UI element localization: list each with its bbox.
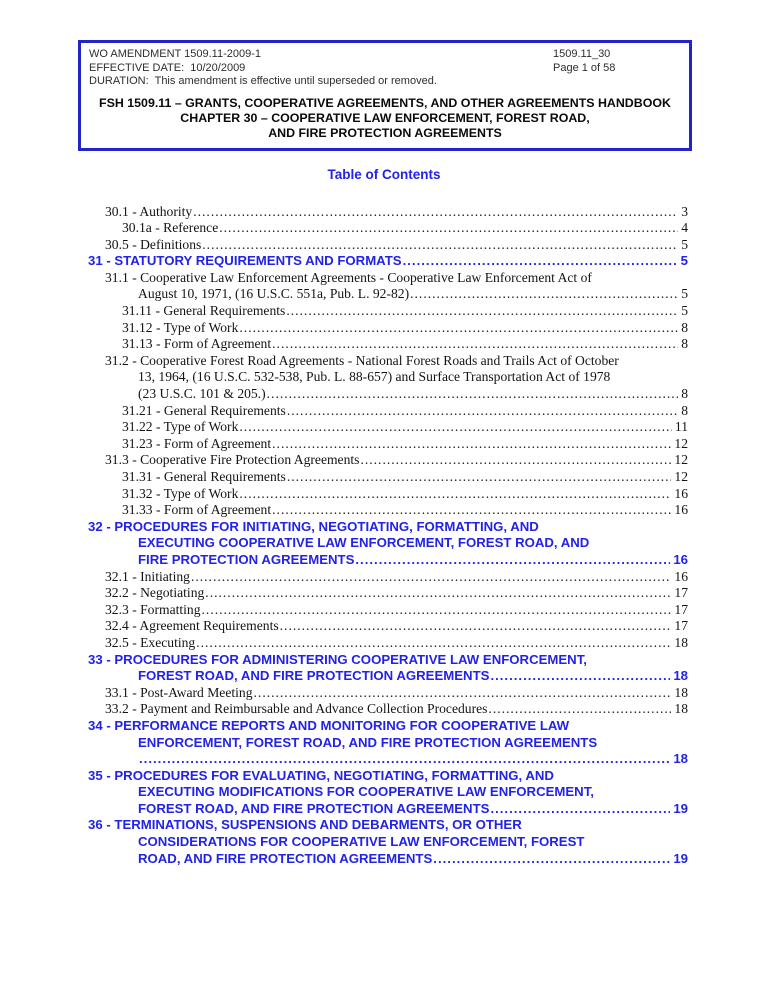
- page-info: [553, 48, 681, 89]
- toc-entry: [88, 652, 688, 685]
- dot-leader: [488, 701, 671, 718]
- dot-leader: [490, 668, 670, 685]
- toc-page-number: 3: [681, 203, 688, 219]
- toc-page-number: 12: [674, 469, 688, 484]
- amendment-info: [89, 48, 437, 89]
- toc-entry-text: 31 - STATUTORY REQUIREMENTS AND FORMATS: [88, 253, 402, 269]
- toc-entry-line: [88, 851, 688, 868]
- toc-entry-line: [88, 735, 688, 752]
- toc-entry-line: [88, 602, 688, 619]
- dot-leader: [196, 635, 671, 652]
- dot-leader: [239, 419, 672, 436]
- toc-entry-text: FOREST ROAD, AND FIRE PROTECTION AGREEMENTS: [138, 800, 490, 816]
- toc-entry: [88, 303, 688, 320]
- header-box: [78, 40, 692, 151]
- toc-entry-line: [88, 535, 688, 552]
- dot-leader: [193, 204, 678, 221]
- toc-entry-text: 32.2 - Negotiating: [105, 585, 205, 601]
- toc-entry-text: 32.5 - Executing: [105, 634, 196, 650]
- duration-note: DURATION: This amendment is effective until superseded or removed.: [89, 75, 437, 87]
- toc-list: [88, 204, 688, 868]
- toc-entry-text: 30.1a - Reference: [122, 220, 219, 236]
- toc-entry: [88, 204, 688, 221]
- toc-entry-line: [88, 569, 688, 586]
- toc-entry-text: 30.1 - Authority: [105, 203, 193, 219]
- toc-page-number: 19: [673, 850, 688, 866]
- toc-entry: [88, 320, 688, 337]
- toc-entry: [88, 353, 688, 403]
- toc-entry-line: [88, 618, 688, 635]
- dot-leader: [254, 685, 672, 702]
- toc-entry-text: EXECUTING COOPERATIVE LAW ENFORCEMENT, FOREST ROAD, AND: [138, 535, 590, 551]
- toc-entry-text: August 10, 1971, (16 U.S.C. 551a, Pub. L. 92-82): [138, 286, 410, 302]
- toc-entry-line: [88, 320, 688, 337]
- toc-entry-text: (23 U.S.C. 101 & 205.): [138, 386, 266, 402]
- toc-page-number: 5: [681, 286, 688, 302]
- toc-entry-text: 32.3 - Formatting: [105, 601, 201, 617]
- toc-page-number: 16: [674, 485, 688, 501]
- toc-entry: [88, 270, 688, 303]
- toc-page-number: 18: [674, 684, 688, 700]
- toc-entry-line: [88, 369, 688, 386]
- toc-entry-line: [88, 552, 688, 569]
- toc-page-number: 5: [680, 253, 688, 269]
- toc-entry-text: 31.13 - Form of Agreement: [122, 336, 272, 352]
- toc-entry: [88, 585, 688, 602]
- toc-page-number: 8: [681, 402, 688, 418]
- toc-entry-text: 31.3 - Cooperative Fire Protection Agreements: [105, 452, 360, 468]
- dot-leader: [239, 486, 671, 503]
- toc-entry-text: 31.11 - General Requirements: [122, 303, 286, 319]
- toc-entry-text: 31.12 - Type of Work: [122, 319, 239, 335]
- toc-entry: [88, 336, 688, 353]
- toc-entry-text: 32 - PROCEDURES FOR INITIATING, NEGOTIATING, FORMATTING, AND: [88, 518, 539, 534]
- dot-leader: [272, 436, 671, 453]
- dot-leader: [267, 386, 679, 403]
- toc-entry-line: [88, 701, 688, 718]
- document-title-line-2: CHAPTER 30 – COOPERATIVE LAW ENFORCEMENT, FOREST ROAD,: [180, 110, 590, 125]
- dot-leader: [139, 751, 670, 768]
- toc-page-number: 18: [673, 668, 688, 684]
- toc-entry-line: [88, 220, 688, 237]
- toc-entry-text: 32.4 - Agreement Requirements: [105, 618, 279, 634]
- dot-leader: [490, 801, 670, 818]
- toc-entry: [88, 569, 688, 586]
- toc-entry-line: [88, 486, 688, 503]
- toc-page-number: 17: [674, 618, 688, 634]
- toc-entry: [88, 618, 688, 635]
- toc-entry: [88, 452, 688, 469]
- toc-entry-text: 31.31 - General Requirements: [122, 469, 286, 484]
- dot-leader: [355, 552, 670, 569]
- toc-entry-text: ROAD, AND FIRE PROTECTION AGREEMENTS: [138, 850, 433, 866]
- toc-entry-line: [88, 204, 688, 221]
- toc-page-number: 16: [674, 502, 688, 518]
- amendment-number: WO AMENDMENT 1509.11-2009-1: [89, 48, 261, 60]
- toc-entry-line: [88, 817, 688, 834]
- toc-entry-line: [88, 768, 688, 785]
- toc-entry-line: [88, 237, 688, 254]
- dot-leader: [272, 502, 671, 519]
- toc-entry: [88, 602, 688, 619]
- toc-entry: [88, 436, 688, 453]
- toc-entry-line: [88, 469, 688, 486]
- toc-entry-line: [88, 751, 688, 768]
- toc-entry-line: [88, 419, 688, 436]
- toc-entry-line: [88, 519, 688, 536]
- toc-entry-line: [88, 635, 688, 652]
- toc-entry: [88, 237, 688, 254]
- toc-page-number: 12: [674, 435, 688, 451]
- toc-entry-text: 33 - PROCEDURES FOR ADMINISTERING COOPERATIVE LAW ENFORCEMENT,: [88, 651, 587, 667]
- toc-entry-line: [88, 436, 688, 453]
- dot-leader: [287, 403, 678, 420]
- toc-entry: [88, 519, 688, 569]
- dot-leader: [219, 220, 678, 237]
- toc-title: Table of Contents: [327, 166, 441, 182]
- toc-entry: [88, 419, 688, 436]
- toc-entry-text: 31.32 - Type of Work: [122, 485, 239, 501]
- dot-leader: [433, 851, 670, 868]
- toc-entry: [88, 253, 688, 270]
- toc-entry-text: 34 - PERFORMANCE REPORTS AND MONITORING FOR COOPERATIVE LAW: [88, 717, 570, 733]
- toc-entry-line: [88, 652, 688, 669]
- toc-page-number: 8: [681, 319, 688, 335]
- toc-entry-text: 33.2 - Payment and Reimbursable and Advance Collection Procedures: [105, 701, 488, 717]
- toc-page-number: 18: [673, 751, 688, 767]
- toc-entry-text: 31.21 - General Requirements: [122, 402, 286, 418]
- toc-entry-text: 31.23 - Form of Agreement: [122, 435, 272, 451]
- page-count: Page 1 of 58: [553, 61, 616, 74]
- toc-page-number: 5: [681, 303, 688, 319]
- dot-leader: [272, 336, 678, 353]
- toc-page-number: 8: [681, 336, 688, 352]
- dot-leader: [205, 585, 671, 602]
- toc-entry-line: [88, 718, 688, 735]
- toc-entry-text: CONSIDERATIONS FOR COOPERATIVE LAW ENFORCEMENT, FOREST: [138, 834, 585, 850]
- toc-page-number: 17: [674, 601, 688, 617]
- toc-entry: [88, 768, 688, 818]
- dot-leader: [202, 237, 678, 254]
- toc-page-number: 4: [681, 220, 688, 236]
- toc-page-number: 18: [674, 701, 688, 717]
- dot-leader: [360, 452, 671, 469]
- toc-page-number: 16: [673, 551, 688, 567]
- toc-entry-text: FOREST ROAD, AND FIRE PROTECTION AGREEMENTS: [138, 668, 490, 684]
- dot-leader: [280, 618, 672, 635]
- toc-entry-line: [88, 685, 688, 702]
- toc-page-number: 16: [674, 568, 688, 584]
- toc-page-number: 8: [681, 386, 688, 402]
- document-title-line-3: AND FIRE PROTECTION AGREEMENTS: [268, 125, 502, 140]
- dot-leader: [286, 303, 678, 320]
- header-meta: [89, 48, 681, 89]
- toc-entry-line: [88, 784, 688, 801]
- toc-entry: [88, 469, 688, 486]
- toc-entry-text: ENFORCEMENT, FOREST ROAD, AND FIRE PROTECTION AGREEMENTS: [138, 734, 598, 750]
- toc-entry-text: EXECUTING MODIFICATIONS FOR COOPERATIVE LAW ENFORCEMENT,: [138, 784, 594, 800]
- toc-entry-line: [88, 270, 688, 287]
- toc-entry-line: [88, 336, 688, 353]
- toc-entry: [88, 701, 688, 718]
- toc-entry-line: [88, 253, 688, 270]
- dot-leader: [202, 602, 672, 619]
- dot-leader: [191, 569, 671, 586]
- toc-entry: [88, 817, 688, 867]
- toc-page-number: 5: [681, 236, 688, 252]
- toc-entry-line: [88, 834, 688, 851]
- dot-leader: [239, 320, 678, 337]
- toc-entry-text: 30.5 - Definitions: [105, 236, 202, 252]
- toc-entry-line: [88, 585, 688, 602]
- toc-entry-line: [88, 502, 688, 519]
- document-title: [89, 96, 681, 141]
- toc-entry-text: 31.1 - Cooperative Law Enforcement Agreements - Cooperative Law Enforcement Act of: [105, 269, 592, 285]
- toc-page-number: 19: [673, 800, 688, 816]
- toc-entry: [88, 718, 688, 768]
- document-title-line-1: FSH 1509.11 – GRANTS, COOPERATIVE AGREEMENTS, AND OTHER AGREEMENTS HANDBOOK: [99, 95, 671, 110]
- toc-entry: [88, 685, 688, 702]
- dot-leader: [410, 286, 678, 303]
- toc-entry: [88, 403, 688, 420]
- toc-entry-text: 32.1 - Initiating: [105, 568, 190, 584]
- toc-entry: [88, 486, 688, 503]
- toc-page-number: 18: [674, 634, 688, 650]
- toc-entry-text: 31.2 - Cooperative Forest Road Agreements - National Forest Roads and Trails Act of October: [105, 352, 619, 368]
- toc-entry-text: 33.1 - Post-Award Meeting: [105, 684, 253, 700]
- dot-leader: [403, 253, 678, 270]
- toc-page-number: 12: [674, 452, 688, 468]
- toc-entry-line: [88, 286, 688, 303]
- toc-page-number: 17: [674, 585, 688, 601]
- toc-entry-text: 35 - PROCEDURES FOR EVALUATING, NEGOTIATING, FORMATTING, AND: [88, 767, 554, 783]
- toc-entry-text: 36 - TERMINATIONS, SUSPENSIONS AND DEBARMENTS, OR OTHER: [88, 817, 522, 833]
- toc-entry-text: 31.33 - Form of Agreement: [122, 502, 272, 518]
- toc-entry-text: 13, 1964, (16 U.S.C. 532-538, Pub. L. 88-657) and Surface Transportation Act of 1978: [138, 369, 611, 385]
- toc-entry-line: [88, 353, 688, 370]
- toc-entry-line: [88, 403, 688, 420]
- toc-entry-line: [88, 801, 688, 818]
- toc-entry: [88, 635, 688, 652]
- effective-date: EFFECTIVE DATE: 10/20/2009: [89, 61, 246, 74]
- toc-entry-line: [88, 386, 688, 403]
- toc-entry-line: [88, 668, 688, 685]
- toc-entry: [88, 502, 688, 519]
- document-id: 1509.11_30: [553, 48, 611, 60]
- toc-entry-text: 31.22 - Type of Work: [122, 419, 239, 435]
- toc-entry-line: [88, 303, 688, 320]
- toc-entry-text: FIRE PROTECTION AGREEMENTS: [138, 551, 355, 567]
- dot-leader: [287, 469, 672, 486]
- toc-entry: [88, 220, 688, 237]
- toc-entry-line: [88, 452, 688, 469]
- toc-page-number: 11: [674, 419, 688, 435]
